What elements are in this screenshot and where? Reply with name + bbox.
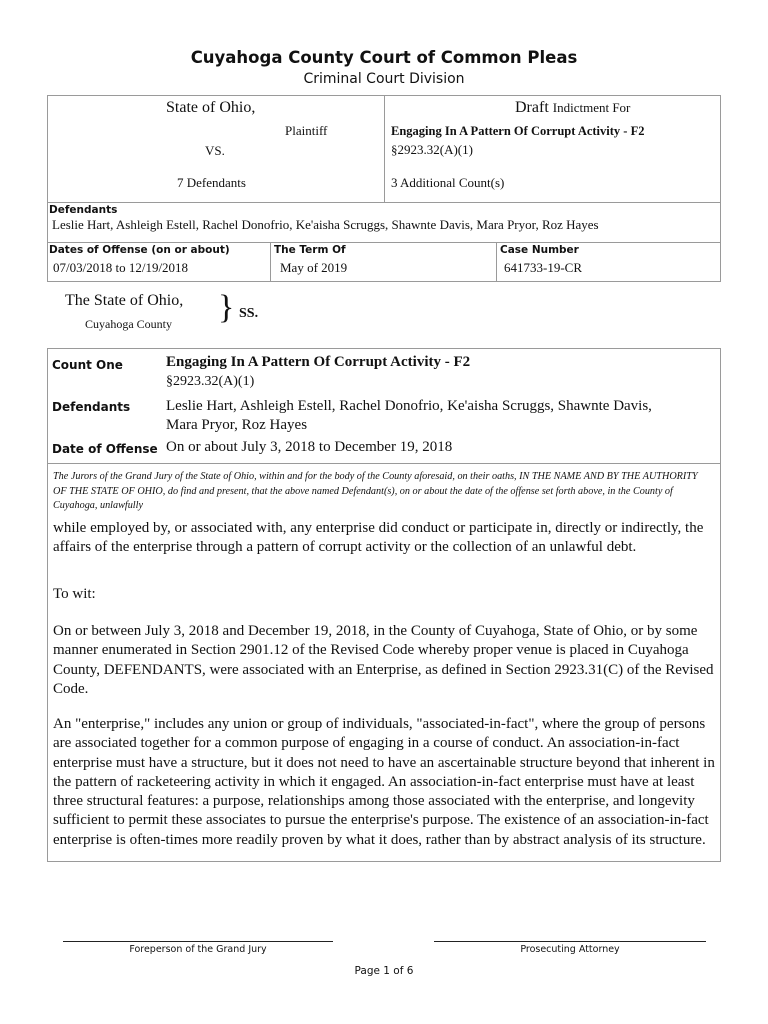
count-one-charge: Engaging In A Pattern Of Corrupt Activity - F2	[166, 354, 471, 370]
page-number: Page 1 of 6	[354, 965, 414, 977]
jurors-preamble: The Jurors of the Grand Jury of the State of Ohio, within and for the body of the County aforesaid, on their oaths, IN THE NAME AND BY THE AUTHORITY OF THE STATE OF OHIO, do find and present, that the above named Defendant(s), on or about the date of the offense set forth above, in the County of Cuyahoga, unlawfully	[53, 471, 698, 512]
count-one-statute: §2923.32(A)(1)	[166, 374, 255, 389]
venue-brace: }	[218, 289, 235, 326]
foreperson-signature-line	[63, 941, 333, 942]
body-paragraph-1: while employed by, or associated with, any enterprise did conduct or participate in, directly or indirectly, the affairs of the enterprise through a pattern of corrupt activity or the collection of an unlawful debt.	[53, 520, 704, 556]
caption-plaintiff: Plaintiff	[285, 123, 328, 138]
body-paragraph-2: On or between July 3, 2018 and December 19, 2018, in the County of Cuyahoga, State of Ohio, or by some manner enumerated in Section 2901.12 of the Revised Code whereby proper venue is placed in Cuyahoga County, DEFENDANTS, were associated with an Enterprise, as defined in Section 2923.31(C) of the Revised Code.	[53, 623, 714, 697]
prosecutor-signature-line	[434, 941, 706, 942]
prosecutor-label: Prosecuting Attorney	[520, 944, 620, 955]
defendants-names: Leslie Hart, Ashleigh Estell, Rachel Donofrio, Ke'aisha Scruggs, Shawnte Davis, Mara Pryor, Roz Hayes	[52, 217, 599, 232]
count-one-date-value: On or about July 3, 2018 to December 19, 2018	[166, 439, 453, 455]
venue-county: Cuyahoga County	[85, 317, 172, 331]
caption-additional-counts: 3 Additional Count(s)	[391, 175, 505, 190]
venue-state: The State of Ohio,	[65, 292, 184, 309]
draft-label	[515, 99, 630, 117]
count-one-label: Count One	[52, 358, 123, 372]
case-number-label: Case Number	[500, 244, 579, 256]
caption-state: State of Ohio,	[166, 99, 256, 116]
foreperson-label: Foreperson of the Grand Jury	[129, 944, 267, 955]
body-paragraph-3: An "enterprise," includes any union or group of individuals, "associated-in-fact", where the group of persons are associated together for a common purpose of engaging in a course of conduct. An association-in-fact enterprise must have a structure, but it does not need to have an ascertainable structure beyond that inherent in the pattern of racketeering activity in which it engaged. An association-in-fact enterprise must have at least three structural features: a purpose, relationships among those associated with the enterprise, and longevity sufficient to permit these associates to pursue the enterprise's purpose. The existence of an association-in-fact enterprise is often-times more readily proven by what it does, rather than by abstract analysis of its structure.	[53, 716, 715, 848]
defendants-box	[47, 203, 721, 243]
count-one-defendants-label: Defendants	[52, 400, 131, 414]
count-one-defendants-line1: Leslie Hart, Ashleigh Estell, Rachel Donofrio, Ke'aisha Scruggs, Shawnte Davis,	[166, 398, 652, 414]
dates-label: Dates of Offense (on or about)	[49, 244, 230, 256]
draft-word: Draft	[515, 99, 549, 116]
term-value: May of 2019	[280, 260, 348, 275]
count-one-defendants-line2: Mara Pryor, Roz Hayes	[166, 417, 308, 433]
to-wit: To wit:	[53, 586, 96, 602]
caption-statute: §2923.32(A)(1)	[391, 142, 473, 157]
court-division: Criminal Court Division	[303, 71, 465, 87]
term-label: The Term Of	[274, 244, 346, 256]
defendants-label: Defendants	[49, 204, 118, 216]
caption-defendant-count: 7 Defendants	[177, 175, 246, 190]
count-one-box	[47, 348, 721, 862]
court-title: Cuyahoga County Court of Common Pleas	[190, 48, 578, 67]
caption-vs: VS.	[205, 143, 225, 158]
indictment-for: Indictment For	[552, 100, 631, 115]
caption-charge: Engaging In A Pattern Of Corrupt Activity - F2	[391, 124, 645, 138]
dates-value: 07/03/2018 to 12/19/2018	[53, 260, 189, 275]
venue-ss: SS.	[239, 306, 259, 321]
count-one-date-label: Date of Offense	[52, 442, 158, 456]
case-info-box	[47, 242, 721, 282]
caption-box	[47, 95, 721, 203]
case-number-value: 641733-19-CR	[504, 260, 582, 275]
